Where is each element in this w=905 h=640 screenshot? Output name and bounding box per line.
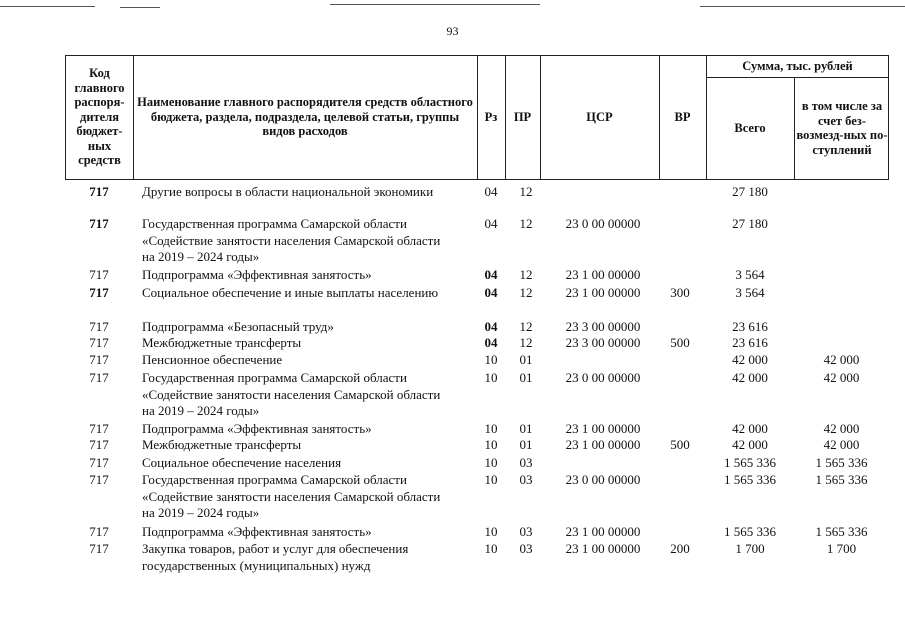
header-csr: ЦСР <box>586 109 613 124</box>
row-rz: 10 <box>484 455 498 470</box>
row-code: 717 <box>89 267 109 282</box>
row-free: 1 700 <box>826 541 857 556</box>
row-code: 717 <box>89 352 109 367</box>
row-rz: 04 <box>484 267 498 282</box>
row-pr: 03 <box>519 524 533 539</box>
scan-line <box>120 7 160 8</box>
row-rz: 10 <box>484 524 498 539</box>
row-code: 717 <box>89 370 109 385</box>
header-sum: Сумма, тыс. рублей <box>742 58 853 73</box>
row-pr: 12 <box>519 267 533 282</box>
row-csr: 23 3 00 00000 <box>565 319 641 334</box>
row-pr: 12 <box>519 319 533 334</box>
row-pr: 12 <box>519 335 533 350</box>
row-rz: 10 <box>484 352 498 367</box>
row-pr: 12 <box>519 184 533 199</box>
row-rz: 10 <box>484 421 498 436</box>
row-total: 1 565 336 <box>724 455 776 470</box>
row-csr: 23 1 00 00000 <box>565 541 641 556</box>
row-csr: 23 0 00 00000 <box>565 370 641 385</box>
row-csr: 23 1 00 00000 <box>565 437 641 452</box>
row-code: 717 <box>89 541 109 556</box>
row-code: 717 <box>89 421 109 436</box>
row-vr: 500 <box>670 437 690 452</box>
scan-line <box>700 6 905 7</box>
row-free: 1 565 336 <box>815 472 868 487</box>
row-name: Государственная программа Самарской области «Содействие занятости населения Самарской области на 2019 – 2024 годы» <box>142 370 441 418</box>
row-rz: 10 <box>484 541 498 556</box>
row-free: 42 000 <box>823 421 860 436</box>
row-name: Подпрограмма «Эффективная занятость» <box>142 267 372 282</box>
row-free: 42 000 <box>823 352 860 367</box>
row-free: 1 565 336 <box>815 524 868 539</box>
row-name: Межбюджетные трансферты <box>142 335 302 350</box>
row-vr: 500 <box>670 335 690 350</box>
row-rz: 10 <box>484 437 498 452</box>
row-pr: 03 <box>519 541 533 556</box>
row-total: 42 000 <box>732 421 768 436</box>
row-free: 42 000 <box>823 437 860 452</box>
row-total: 42 000 <box>732 437 768 452</box>
row-pr: 01 <box>519 352 533 367</box>
row-total: 1 565 336 <box>724 472 776 487</box>
row-csr: 23 0 00 00000 <box>565 472 641 487</box>
header-total: Всего <box>734 120 766 135</box>
row-total: 42 000 <box>732 370 768 385</box>
row-free: 1 565 336 <box>815 455 868 470</box>
row-code: 717 <box>89 319 109 334</box>
row-rz: 04 <box>484 335 498 350</box>
row-name: Социальное обеспечение населения <box>142 455 342 470</box>
row-total: 42 000 <box>732 352 768 367</box>
row-code: 717 <box>89 335 109 350</box>
row-rz: 10 <box>484 472 498 487</box>
row-name: Другие вопросы в области национальной экономики <box>142 184 434 199</box>
row-name: Закупка товаров, работ и услуг для обеспечения государственных (муниципальных) нужд <box>142 541 409 573</box>
row-total: 1 700 <box>735 541 765 556</box>
row-csr: 23 1 00 00000 <box>565 267 641 282</box>
header-pr: ПР <box>513 109 532 124</box>
row-code: 717 <box>89 472 109 487</box>
scan-line <box>0 6 95 7</box>
header-name: Наименование главного распорядителя средств областного бюджета, раздела, подраздела, целевой статьи, группы видов расходов <box>137 95 473 139</box>
row-name: Социальное обеспечение и иные выплаты населению <box>142 285 439 300</box>
row-code: 717 <box>89 437 109 452</box>
row-pr: 01 <box>519 437 533 452</box>
row-total: 3 564 <box>735 267 765 282</box>
row-csr: 23 3 00 00000 <box>565 335 641 350</box>
row-pr: 01 <box>519 421 533 436</box>
row-name: Пенсионное обеспечение <box>142 352 283 367</box>
row-csr: 23 1 00 00000 <box>565 421 641 436</box>
row-total: 23 616 <box>732 319 768 334</box>
row-csr: 23 1 00 00000 <box>565 524 641 539</box>
row-name: Государственная программа Самарской области «Содействие занятости населения Самарской области на 2019 – 2024 годы» <box>142 472 441 520</box>
row-name: Подпрограмма «Безопасный труд» <box>142 319 334 334</box>
row-csr: 23 0 00 00000 <box>565 216 641 231</box>
row-rz: 04 <box>484 216 498 231</box>
row-csr: 23 1 00 00000 <box>565 285 641 300</box>
page-number: 93 <box>446 24 459 38</box>
header-vr: ВР <box>674 109 691 124</box>
row-total: 23 616 <box>732 335 768 350</box>
row-vr: 200 <box>670 541 690 556</box>
row-rz: 04 <box>484 285 498 300</box>
table-header <box>65 55 889 180</box>
row-total: 27 180 <box>732 184 768 199</box>
header-rz: Рз <box>484 109 498 124</box>
row-code: 717 <box>89 455 109 470</box>
row-name: Подпрограмма «Эффективная занятость» <box>142 524 372 539</box>
row-pr: 12 <box>519 285 533 300</box>
row-name: Государственная программа Самарской области «Содействие занятости населения Самарской области на 2019 – 2024 годы» <box>142 216 441 264</box>
row-pr: 03 <box>519 455 533 470</box>
row-total: 3 564 <box>735 285 765 300</box>
row-code: 717 <box>89 524 109 539</box>
row-pr: 12 <box>519 216 533 231</box>
row-total: 27 180 <box>732 216 768 231</box>
header-free: в том числе за счет без-возмезд-ных по-ступлений <box>796 99 888 157</box>
row-code: 717 <box>89 184 109 199</box>
row-name: Межбюджетные трансферты <box>142 437 302 452</box>
header-code: Код главного распоря-дителя бюджет-ных средств <box>74 66 125 168</box>
row-pr: 01 <box>519 370 533 385</box>
row-free: 42 000 <box>823 370 860 385</box>
row-code: 717 <box>89 216 109 231</box>
row-vr: 300 <box>670 285 690 300</box>
scan-line <box>330 4 540 5</box>
row-rz: 10 <box>484 370 498 385</box>
row-total: 1 565 336 <box>724 524 776 539</box>
row-name: Подпрограмма «Эффективная занятость» <box>142 421 372 436</box>
row-rz: 04 <box>484 319 498 334</box>
row-rz: 04 <box>484 184 498 199</box>
row-code: 717 <box>89 285 109 300</box>
row-pr: 03 <box>519 472 533 487</box>
